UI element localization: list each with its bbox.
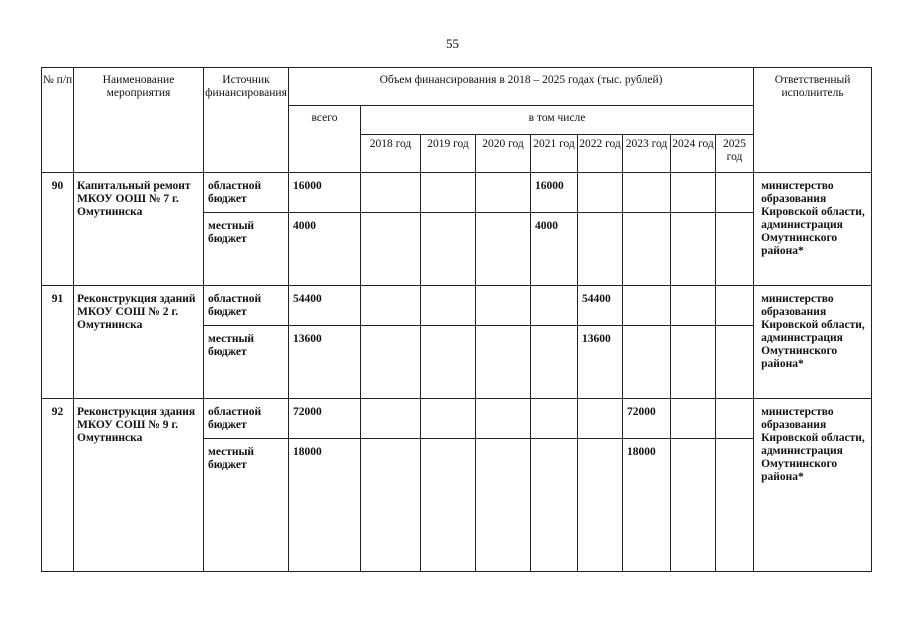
year-cell — [716, 326, 754, 399]
year-cell — [716, 213, 754, 286]
year-cell — [476, 399, 531, 439]
source-cell: областной бюджет — [204, 399, 289, 439]
year-cell — [476, 326, 531, 399]
year-cell — [623, 286, 671, 326]
year-cell — [421, 173, 476, 213]
year-cell: 18000 — [623, 439, 671, 572]
year-cell — [716, 173, 754, 213]
header-name: Наименование мероприятия — [74, 68, 204, 173]
header-year: 2020 год — [476, 135, 531, 173]
table-row — [42, 173, 872, 213]
row-name: Капитальный ремонт МКОУ ООШ № 7 г. Омутнинска — [74, 173, 204, 286]
year-cell — [578, 173, 623, 213]
year-cell — [716, 399, 754, 439]
year-cell — [578, 213, 623, 286]
year-cell — [476, 286, 531, 326]
year-cell — [531, 286, 578, 326]
total-cell: 4000 — [289, 213, 361, 286]
year-cell — [623, 213, 671, 286]
source-cell: областной бюджет — [204, 173, 289, 213]
total-cell: 13600 — [289, 326, 361, 399]
executor-cell: министерство образования Кировской области, администрация Омутнинского района* — [754, 286, 872, 399]
source-cell: областной бюджет — [204, 286, 289, 326]
row-name: Реконструкция здания МКОУ СОШ № 9 г. Омутнинска — [74, 399, 204, 572]
year-cell — [476, 213, 531, 286]
row-number: 91 — [42, 286, 74, 399]
year-cell — [671, 439, 716, 572]
year-cell — [476, 173, 531, 213]
year-cell — [361, 286, 421, 326]
year-cell — [671, 399, 716, 439]
year-cell — [671, 326, 716, 399]
header-year: 2025 год — [716, 135, 754, 173]
year-cell — [361, 399, 421, 439]
year-cell — [531, 326, 578, 399]
total-cell: 54400 — [289, 286, 361, 326]
header-funding: Объем финансирования в 2018 – 2025 годах (тыс. рублей) — [289, 68, 754, 106]
header-year: 2021 год — [531, 135, 578, 173]
source-cell: местный бюджет — [204, 326, 289, 399]
year-cell: 16000 — [531, 173, 578, 213]
year-cell — [421, 286, 476, 326]
header-total: всего — [289, 106, 361, 173]
year-cell — [671, 286, 716, 326]
executor-cell: министерство образования Кировской области, администрация Омутнинского района* — [754, 399, 872, 572]
year-cell — [716, 439, 754, 572]
year-cell — [361, 173, 421, 213]
executor-cell: министерство образования Кировской области, администрация Омутнинского района* — [754, 173, 872, 286]
source-cell: местный бюджет — [204, 439, 289, 572]
year-cell: 54400 — [578, 286, 623, 326]
source-cell: местный бюджет — [204, 213, 289, 286]
year-cell — [361, 439, 421, 572]
total-cell: 72000 — [289, 399, 361, 439]
year-cell — [623, 173, 671, 213]
year-cell — [716, 286, 754, 326]
year-cell — [531, 399, 578, 439]
funding-table — [41, 67, 872, 572]
year-cell — [361, 213, 421, 286]
row-number: 92 — [42, 399, 74, 572]
row-name: Реконструкция зданий МКОУ СОШ № 2 г. Омутнинска — [74, 286, 204, 399]
year-cell — [421, 213, 476, 286]
header-year: 2024 год — [671, 135, 716, 173]
total-cell: 18000 — [289, 439, 361, 572]
year-cell — [671, 173, 716, 213]
year-cell: 72000 — [623, 399, 671, 439]
year-cell — [361, 326, 421, 399]
year-cell — [623, 326, 671, 399]
header-executor: Ответственный исполнитель — [754, 68, 872, 173]
year-cell — [578, 439, 623, 572]
header-year: 2019 год — [421, 135, 476, 173]
year-cell — [421, 439, 476, 572]
year-cell: 13600 — [578, 326, 623, 399]
year-cell — [476, 439, 531, 572]
table-row — [42, 286, 872, 326]
header-year: 2022 год — [578, 135, 623, 173]
year-cell — [578, 399, 623, 439]
header-year: 2023 год — [623, 135, 671, 173]
year-cell — [421, 399, 476, 439]
page-number: 55 — [446, 36, 459, 51]
year-cell — [421, 326, 476, 399]
header-year: 2018 год — [361, 135, 421, 173]
year-cell — [671, 213, 716, 286]
table-row — [42, 399, 872, 439]
header-source: Источник финансирования — [204, 68, 289, 173]
header-including: в том числе — [361, 106, 754, 135]
year-cell: 4000 — [531, 213, 578, 286]
row-number: 90 — [42, 173, 74, 286]
header-num: № п/п — [42, 68, 74, 173]
total-cell: 16000 — [289, 173, 361, 213]
year-cell — [531, 439, 578, 572]
